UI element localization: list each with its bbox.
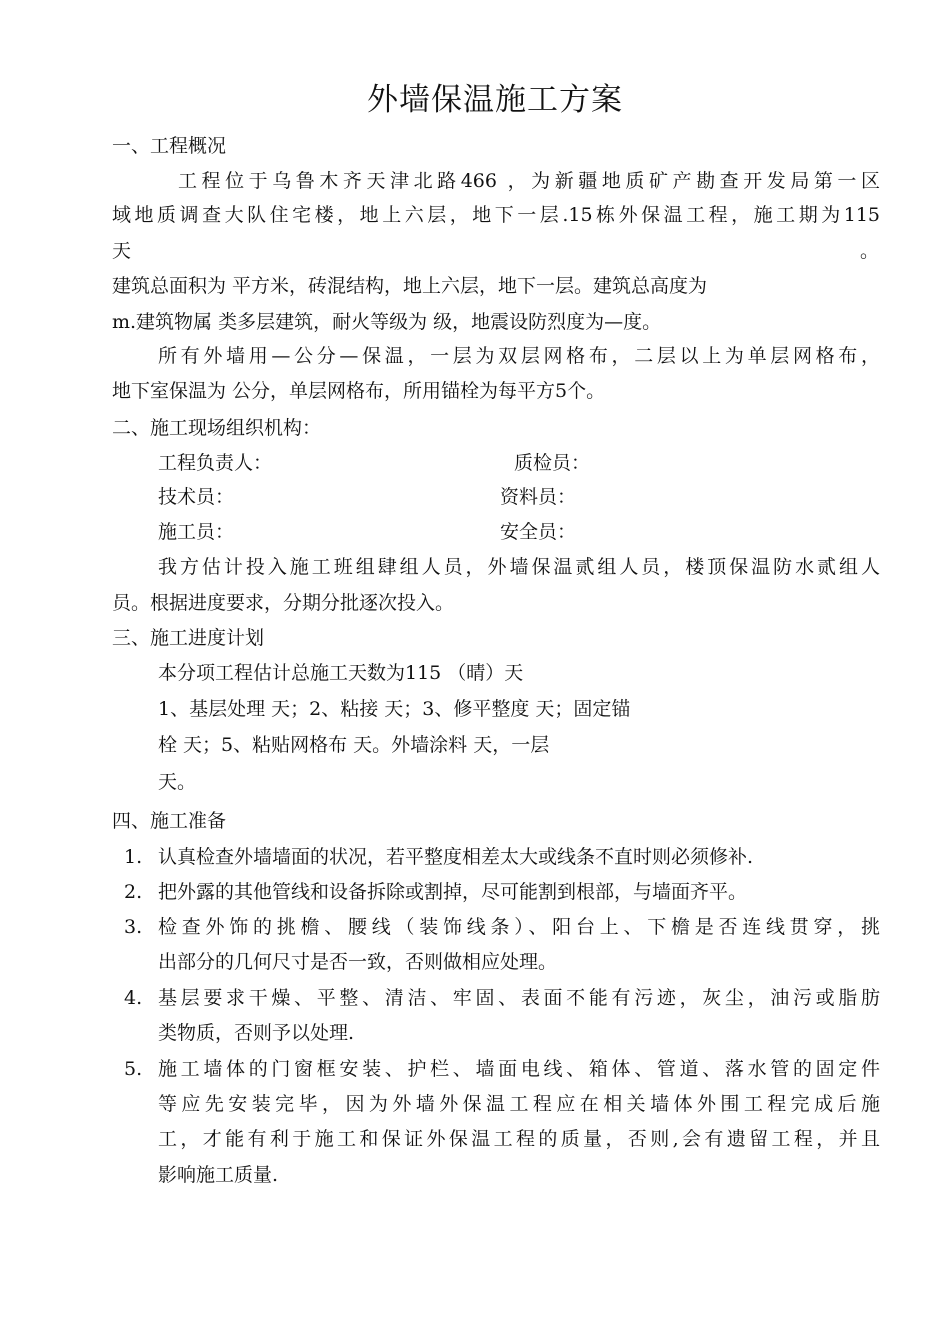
paragraph-line: 建筑总面积为 平方米，砖混结构，地上六层，地下一层。建筑总高度为 <box>112 275 708 297</box>
paragraph-line: m.建筑物属 类多层建筑，耐火等级为 级，地震设防烈度为—度。 <box>112 311 662 333</box>
schedule-line: 1、基层处理 天；2、粘接 天；3、修平整度 天；固定锚 <box>158 698 631 720</box>
paragraph-line: 我方估计投入施工班组肆组人员，外墙保温贰组人员，楼顶保温防水贰组人 <box>158 556 880 578</box>
role-project-manager: 工程负责人： <box>158 452 273 474</box>
list-item-line: 认真检查外墙墙面的状况，若平整度相差太大或线条不直时则必须修补. <box>158 846 754 868</box>
section-heading-preparation: 四、施工准备 <box>112 810 227 832</box>
list-item-line: 等应先安装完毕，因为外墙外保温工程应在相关墙体外围工程完成后施 <box>158 1093 880 1115</box>
list-item-line: 基层要求干燥、平整、清洁、牢固、表面不能有污迹，灰尘，油污或脂肪 <box>158 987 880 1009</box>
list-item-line: 检查外饰的挑檐、腰线（装饰线条）、阳台上、下檐是否连线贯穿，挑 <box>158 916 880 938</box>
role-technician: 技术员： <box>158 486 235 508</box>
list-item-line: 影响施工质量. <box>158 1164 279 1186</box>
list-item-line: 把外露的其他管线和设备拆除或割掉，尽可能割到根部，与墙面齐平。 <box>158 881 748 903</box>
role-safety-officer: 安全员： <box>500 521 577 543</box>
paragraph-line: 天 <box>112 240 132 262</box>
document-title: 外墙保温施工方案 <box>367 82 623 118</box>
role-quality-inspector: 质检员： <box>514 452 591 474</box>
list-number: 1. <box>124 846 143 868</box>
list-number: 3. <box>124 916 143 938</box>
list-number: 4. <box>124 987 143 1009</box>
list-number: 2. <box>124 881 143 903</box>
section-heading-overview: 一、工程概况 <box>112 135 227 157</box>
paragraph-line: 工程位于乌鲁木齐天津北路466 ，为新疆地质矿产勘查开发局第一区 <box>178 170 880 192</box>
paragraph-line: 域地质调查大队住宅楼，地上六层，地下一层.15栋外保温工程，施工期为115 <box>112 204 880 226</box>
role-construction-worker: 施工员： <box>158 521 235 543</box>
paragraph-line: 所有外墙用—公分—保温，一层为双层网格布，二层以上为单层网格布， <box>158 345 880 367</box>
schedule-line: 本分项工程估计总施工天数为115 （晴）天 <box>158 662 524 684</box>
list-item-line: 类物质，否则予以处理. <box>158 1022 355 1044</box>
paragraph-line: 员。根据进度要求，分期分批逐次投入。 <box>112 592 455 614</box>
list-item-line: 工，才能有利于施工和保证外保温工程的质量，否则,会有遗留工程，并且 <box>158 1128 880 1150</box>
list-item-line: 出部分的几何尺寸是否一致，否则做相应处理。 <box>158 951 558 973</box>
list-number: 5. <box>124 1058 143 1080</box>
paragraph-line: 。 <box>860 240 880 262</box>
role-document-clerk: 资料员： <box>500 486 577 508</box>
schedule-line: 栓 天；5、粘贴网格布 天。外墙涂料 天，一层 <box>158 734 550 756</box>
schedule-line: 天。 <box>158 771 197 793</box>
section-heading-schedule: 三、施工进度计划 <box>112 627 265 649</box>
list-item-line: 施工墙体的门窗框安装、护栏、墙面电线、箱体、管道、落水管的固定件 <box>158 1058 880 1080</box>
paragraph-line: 地下室保温为 公分，单层网格布，所用锚栓为每平方5个。 <box>112 380 606 402</box>
section-heading-organization: 二、施工现场组织机构： <box>112 417 322 439</box>
